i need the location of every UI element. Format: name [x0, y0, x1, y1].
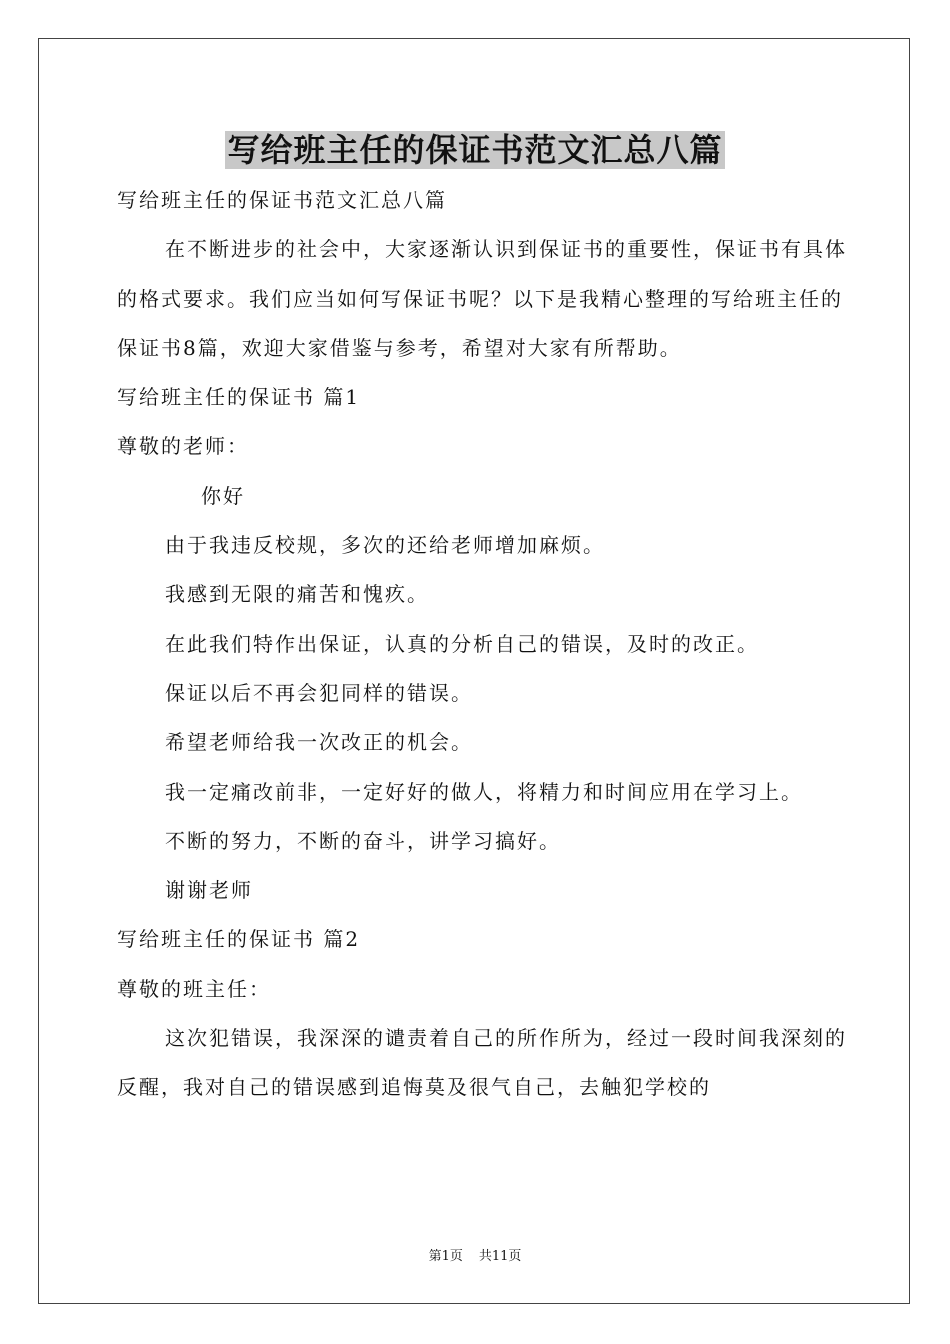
paragraph: 在此我们特作出保证，认真的分析自己的错误，及时的改正。: [165, 631, 759, 656]
paragraph: 写给班主任的保证书范文汇总八篇: [117, 188, 447, 212]
page-total: 共11页: [478, 1249, 522, 1264]
closing: 谢谢老师: [165, 878, 253, 903]
document-title-text: 写给班主任的保证书范文汇总八篇: [227, 131, 723, 169]
paragraph: 我一定痛改前非，一定好好的做人，将精力和时间应用在学习上。: [165, 779, 803, 804]
document-body: [117, 176, 847, 1113]
section-heading: 写给班主任的保证书 篇2: [117, 927, 361, 952]
salutation: 尊敬的老师：: [117, 434, 249, 459]
paragraph: 在不断进步的社会中，大家逐渐认识到保证书的重要性，保证书有具体的格式要求。我们应当如何写保证书呢？以下是我精心整理的写给班主任的保证书8篇，欢迎大家借鉴与参考，希望对大家有所帮助。: [117, 237, 847, 360]
greeting: 你好: [201, 483, 245, 508]
paragraph: 保证以后不再会犯同样的错误。: [165, 680, 473, 705]
page-footer: [0, 1248, 950, 1266]
salutation: 尊敬的班主任：: [117, 976, 271, 1001]
section-heading: 写给班主任的保证书 篇1: [117, 385, 361, 410]
paragraph: 希望老师给我一次改正的机会。: [165, 730, 473, 755]
paragraph: 这次犯错误，我深深的谴责着自己的所作所为，经过一段时间我深刻的反醒，我对自己的错误感到追悔莫及很气自己，去触犯学校的: [117, 1026, 847, 1100]
paragraph: 不断的努力，不断的奋斗，讲学习搞好。: [165, 828, 561, 853]
page-number: 第1页: [428, 1249, 463, 1264]
paragraph: 我感到无限的痛苦和愧疚。: [165, 582, 429, 607]
paragraph: 由于我违反校规，多次的还给老师增加麻烦。: [165, 533, 605, 558]
document-title: [0, 128, 950, 172]
